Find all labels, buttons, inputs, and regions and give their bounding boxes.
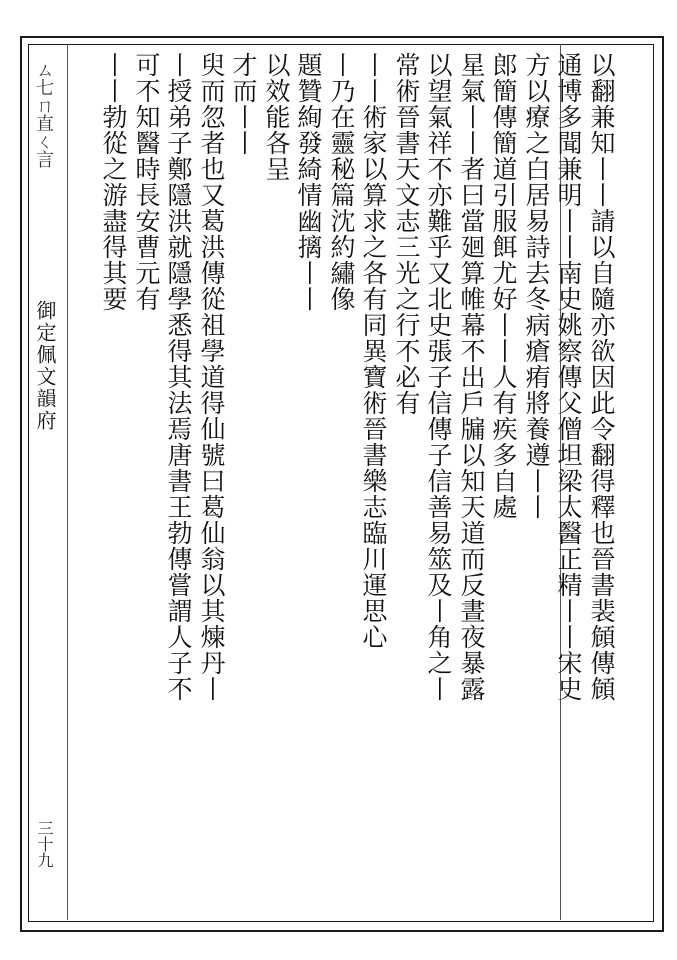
text-column-4: 郎簡傳簡道引服餌尤好丨丨人有疾多自處: [489, 52, 518, 520]
text-column-9: 丨乃在靈秘篇沈約繡像: [327, 52, 356, 312]
text-column-10: 題贊絢發綺情幽摛丨丨: [294, 52, 323, 312]
text-column-5: 星氣丨丨者曰當廻算帷幕不出戶牖以知天道而反晝夜暴露: [457, 52, 486, 702]
text-column-1: 以翻兼知丨丨請以自隨亦欲因此令翻得釋也晉書裴頠傳頠: [587, 52, 616, 702]
book-title: 御定佩文韻府: [33, 300, 57, 432]
text-column-11: 以效能各呈: [262, 52, 291, 182]
text-column-6: 以望氣祥不亦難乎又北史張子信傳子信善易筮及丨角之丨: [424, 52, 453, 702]
text-column-13: 臾而忽者也又葛洪傳從祖學道得仙號曰葛仙翁以其煉丹丨: [197, 52, 226, 702]
text-column-3: 方以療之白居易詩去冬病瘡痏將養遵丨丨: [522, 52, 551, 520]
text-column-14: 丨授弟子鄭隱洪就隱學悉得其法焉唐書王勃傳嘗謂人子不: [164, 52, 193, 702]
text-column-15: 可不知醫時長安曹元有: [132, 52, 161, 312]
page-number: 三十九: [35, 820, 54, 868]
text-column-2: 通博多聞兼明丨丨南史姚察傳父僧坦梁太醫正精丨丨宋史: [554, 52, 583, 702]
text-column-8: 丨丨術家以算求之各有同異寶術晉書樂志臨川運思心: [359, 52, 388, 650]
text-column-16: 丨丨勃從之游盡得其要: [99, 52, 128, 312]
page-edge-fragment: ㄙ七ㄇ直ㄑ言: [33, 60, 54, 168]
text-column-12: 才而丨丨: [229, 52, 258, 156]
text-column-7: 常術晉書天文志三光之行不必有: [392, 52, 421, 416]
column-divider: [67, 44, 68, 920]
